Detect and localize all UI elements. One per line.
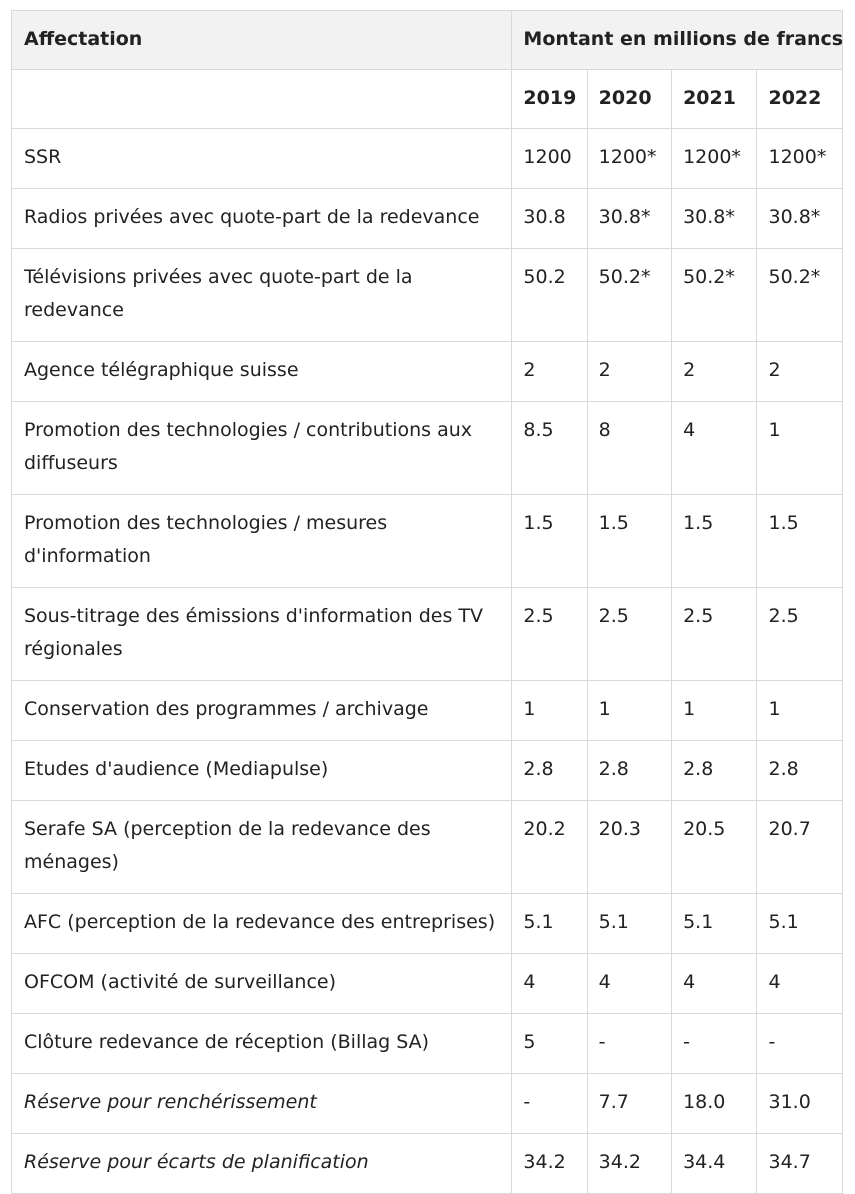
cell-2021: 2.8 xyxy=(672,741,757,801)
cell-2022: 4 xyxy=(757,954,843,1014)
row-label: Sous-titrage des émissions d'information des TV régionales xyxy=(12,588,512,681)
cell-2021: 2 xyxy=(672,342,757,402)
cell-2022: - xyxy=(757,1014,843,1074)
cell-2022: 2.5 xyxy=(757,588,843,681)
year-header-2021: 2021 xyxy=(672,70,757,129)
cell-2019: 4 xyxy=(512,954,587,1014)
cell-2020: 8 xyxy=(587,402,671,495)
table-row xyxy=(12,801,843,894)
table-row xyxy=(12,402,843,495)
cell-2022: 5.1 xyxy=(757,894,843,954)
cell-2022: 20.7 xyxy=(757,801,843,894)
table-row xyxy=(12,342,843,402)
cell-2022: 2 xyxy=(757,342,843,402)
row-label: Télévisions privées avec quote-part de la redevance xyxy=(12,249,512,342)
cell-2020: - xyxy=(587,1014,671,1074)
cell-2019: 1200 xyxy=(512,129,587,189)
cell-2020: 1.5 xyxy=(587,495,671,588)
table-row xyxy=(12,681,843,741)
row-label: Serafe SA (perception de la redevance des ménages) xyxy=(12,801,512,894)
cell-2020: 2.5 xyxy=(587,588,671,681)
cell-2019: 1 xyxy=(512,681,587,741)
table-row xyxy=(12,249,843,342)
cell-2021: - xyxy=(672,1014,757,1074)
cell-2022: 1200* xyxy=(757,129,843,189)
cell-2021: 5.1 xyxy=(672,894,757,954)
cell-2020: 34.2 xyxy=(587,1134,671,1194)
cell-2019: 5 xyxy=(512,1014,587,1074)
cell-2019: 20.2 xyxy=(512,801,587,894)
header-affectation: Affectation xyxy=(12,11,512,70)
cell-2019: 34.2 xyxy=(512,1134,587,1194)
row-label: Promotion des technologies / mesures d'information xyxy=(12,495,512,588)
table-row xyxy=(12,1014,843,1074)
row-label: Conservation des programmes / archivage xyxy=(12,681,512,741)
cell-2022: 2.8 xyxy=(757,741,843,801)
cell-2022: 1 xyxy=(757,681,843,741)
cell-2020: 50.2* xyxy=(587,249,671,342)
cell-2021: 30.8* xyxy=(672,189,757,249)
cell-2021: 18.0 xyxy=(672,1074,757,1134)
cell-2020: 1 xyxy=(587,681,671,741)
table-row xyxy=(12,1134,843,1194)
cell-2021: 20.5 xyxy=(672,801,757,894)
table-row xyxy=(12,894,843,954)
header-row xyxy=(12,11,843,70)
cell-2021: 50.2* xyxy=(672,249,757,342)
cell-2020: 7.7 xyxy=(587,1074,671,1134)
cell-2020: 4 xyxy=(587,954,671,1014)
cell-2020: 2.8 xyxy=(587,741,671,801)
cell-2021: 4 xyxy=(672,402,757,495)
cell-2022: 30.8* xyxy=(757,189,843,249)
year-header-2022: 2022 xyxy=(757,70,843,129)
cell-2021: 1200* xyxy=(672,129,757,189)
cell-2021: 34.4 xyxy=(672,1134,757,1194)
table-row xyxy=(12,588,843,681)
row-label: Etudes d'audience (Mediapulse) xyxy=(12,741,512,801)
cell-2020: 20.3 xyxy=(587,801,671,894)
row-label: AFC (perception de la redevance des entreprises) xyxy=(12,894,512,954)
cell-2022: 34.7 xyxy=(757,1134,843,1194)
cell-2020: 1200* xyxy=(587,129,671,189)
cell-2022: 31.0 xyxy=(757,1074,843,1134)
cell-2020: 30.8* xyxy=(587,189,671,249)
table-row xyxy=(12,189,843,249)
row-label: Promotion des technologies / contributions aux diffuseurs xyxy=(12,402,512,495)
cell-2019: 2 xyxy=(512,342,587,402)
cell-2019: - xyxy=(512,1074,587,1134)
year-header-empty xyxy=(12,70,512,129)
cell-2019: 1.5 xyxy=(512,495,587,588)
cell-2022: 1.5 xyxy=(757,495,843,588)
cell-2019: 8.5 xyxy=(512,402,587,495)
table-row xyxy=(12,1074,843,1134)
row-label: Réserve pour écarts de planification xyxy=(12,1134,512,1194)
cell-2020: 5.1 xyxy=(587,894,671,954)
row-label: OFCOM (activité de surveillance) xyxy=(12,954,512,1014)
row-label: Clôture redevance de réception (Billag SA) xyxy=(12,1014,512,1074)
row-label: Agence télégraphique suisse xyxy=(12,342,512,402)
row-label: Réserve pour renchérissement xyxy=(12,1074,512,1134)
cell-2019: 50.2 xyxy=(512,249,587,342)
cell-2019: 2.5 xyxy=(512,588,587,681)
row-label: Radios privées avec quote-part de la redevance xyxy=(12,189,512,249)
row-label: SSR xyxy=(12,129,512,189)
cell-2019: 5.1 xyxy=(512,894,587,954)
table-body xyxy=(12,11,843,1194)
year-header-row xyxy=(12,70,843,129)
cell-2021: 4 xyxy=(672,954,757,1014)
year-header-2019: 2019 xyxy=(512,70,587,129)
cell-2021: 2.5 xyxy=(672,588,757,681)
cell-2019: 30.8 xyxy=(512,189,587,249)
allocation-table-container xyxy=(11,10,843,1194)
table-row xyxy=(12,954,843,1014)
cell-2019: 2.8 xyxy=(512,741,587,801)
header-amount: Montant en millions de francs xyxy=(512,11,843,70)
table-row xyxy=(12,741,843,801)
cell-2020: 2 xyxy=(587,342,671,402)
cell-2022: 1 xyxy=(757,402,843,495)
cell-2021: 1.5 xyxy=(672,495,757,588)
table-row xyxy=(12,129,843,189)
allocation-table xyxy=(11,10,843,1194)
cell-2022: 50.2* xyxy=(757,249,843,342)
table-row xyxy=(12,495,843,588)
year-header-2020: 2020 xyxy=(587,70,671,129)
cell-2021: 1 xyxy=(672,681,757,741)
